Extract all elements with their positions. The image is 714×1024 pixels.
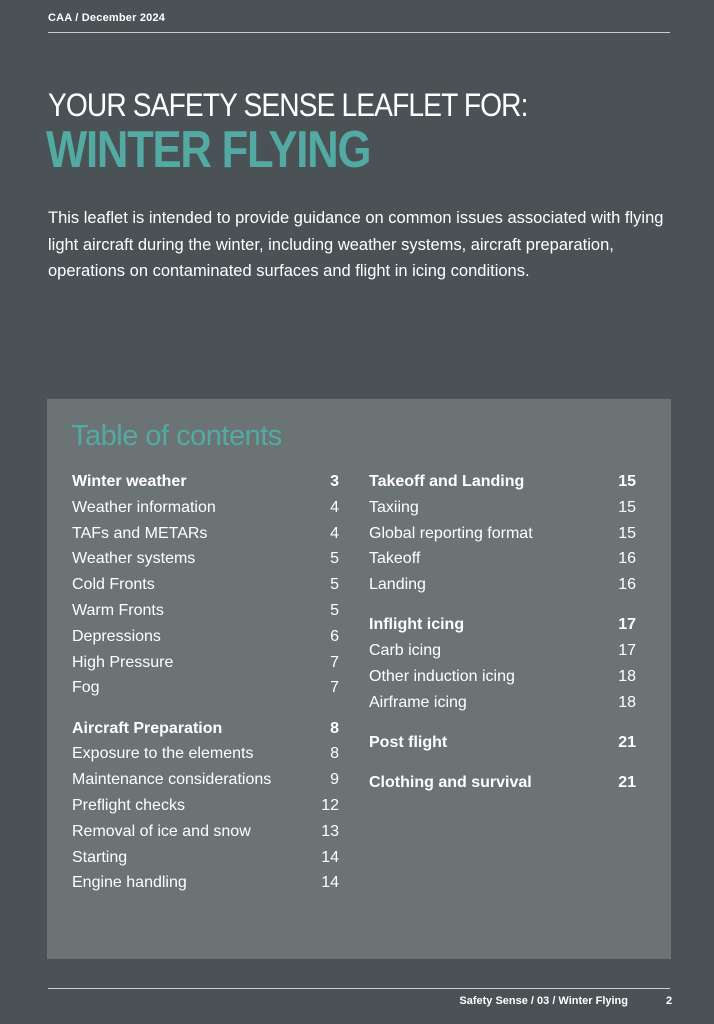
- table-of-contents-panel: [47, 399, 671, 959]
- toc-section-entry[interactable]: [369, 770, 636, 796]
- toc-entry[interactable]: [369, 690, 636, 716]
- toc-entry-label: Inflight icing: [369, 616, 465, 634]
- toc-entry-label: Preflight checks: [72, 797, 185, 815]
- toc-entry[interactable]: [72, 845, 339, 871]
- toc-entry[interactable]: [72, 870, 339, 896]
- toc-entry-page: 5: [330, 601, 339, 619]
- toc-entry[interactable]: [72, 572, 339, 598]
- toc-section-entry[interactable]: [72, 716, 339, 742]
- toc-entry-page: 14: [321, 874, 339, 892]
- toc-entry-label: Landing: [369, 576, 426, 594]
- header-divider: [48, 32, 670, 33]
- toc-entry-page: 15: [618, 473, 636, 490]
- toc-section-entry[interactable]: [369, 730, 636, 756]
- toc-entry-label: Starting: [72, 848, 128, 866]
- toc-entry[interactable]: [72, 495, 339, 521]
- toc-entry-label: Airframe icing: [369, 693, 467, 711]
- toc-entry-page: 21: [618, 734, 636, 752]
- toc-entry-page: 9: [330, 771, 339, 789]
- toc-entry-page: 17: [618, 616, 636, 634]
- toc-section-entry[interactable]: [369, 612, 636, 638]
- toc-entry[interactable]: [369, 546, 636, 572]
- toc-entry-page: 18: [618, 668, 636, 686]
- toc-entry-label: Carb icing: [369, 642, 442, 660]
- toc-section-entry[interactable]: [369, 469, 636, 495]
- toc-right-column: [369, 469, 636, 796]
- toc-entry-page: 5: [330, 550, 339, 568]
- toc-entry-label: Weather information: [72, 498, 216, 516]
- toc-entry-page: 21: [618, 774, 636, 792]
- toc-entry-label: Fog: [72, 679, 100, 697]
- toc-entry-page: 18: [618, 693, 636, 711]
- toc-entry[interactable]: [72, 546, 339, 572]
- title-line-2: WINTER FLYING: [46, 121, 371, 179]
- toc-entry-label: Global reporting format: [369, 524, 533, 542]
- toc-entry-label: Clothing and survival: [369, 774, 532, 792]
- toc-entry[interactable]: [369, 664, 636, 690]
- toc-entry-page: 5: [330, 576, 339, 594]
- toc-entry[interactable]: [72, 819, 339, 845]
- toc-entry[interactable]: [72, 598, 339, 624]
- toc-entry[interactable]: [369, 638, 636, 664]
- toc-entry-label: Maintenance considerations: [72, 771, 272, 789]
- toc-entry-label: Other induction icing: [369, 668, 515, 686]
- toc-entry-page: 16: [618, 550, 636, 568]
- toc-entry-page: 14: [321, 848, 339, 866]
- toc-entry-label: Takeoff and Landing: [369, 473, 525, 490]
- toc-entry[interactable]: [72, 521, 339, 547]
- toc-entry-label: Weather systems: [72, 550, 196, 568]
- toc-entry-label: Taxiing: [369, 498, 419, 516]
- toc-entry-page: 8: [330, 745, 339, 763]
- toc-entry-label: Exposure to the elements: [72, 745, 254, 763]
- toc-entry-page: 15: [618, 524, 636, 542]
- toc-entry[interactable]: [369, 521, 636, 547]
- toc-entry-page: 3: [330, 473, 339, 490]
- footer-text: Safety Sense / 03 / Winter Flying: [459, 995, 628, 1007]
- intro-paragraph: This leaflet is intended to provide guidance on common issues associated with flying light aircraft during the winter, including weather systems, aircraft preparation, operations on contaminated surfaces and flight in icing conditions.: [48, 209, 664, 280]
- toc-entry-page: 4: [330, 498, 339, 516]
- toc-entry-label: Aircraft Preparation: [72, 719, 223, 737]
- toc-entry[interactable]: [72, 741, 339, 767]
- toc-entry-page: 7: [330, 653, 339, 671]
- footer-divider: [48, 988, 670, 989]
- toc-entry-page: 6: [330, 627, 339, 645]
- toc-entry-page: 16: [618, 576, 636, 594]
- toc-left-column: [72, 469, 339, 896]
- toc-entry-label: High Pressure: [72, 653, 174, 671]
- toc-title: Table of contents: [71, 420, 282, 452]
- toc-entry-label: Removal of ice and snow: [72, 822, 251, 840]
- toc-entry[interactable]: [72, 793, 339, 819]
- toc-entry-label: TAFs and METARs: [72, 524, 208, 542]
- title-line-1: YOUR SAFETY SENSE LEAFLET FOR:: [48, 87, 528, 123]
- document-header: CAA / December 2024: [48, 12, 166, 24]
- toc-entry-page: 13: [321, 822, 339, 840]
- toc-entry-page: 17: [618, 642, 636, 660]
- toc-entry-page: 4: [330, 524, 339, 542]
- toc-entry-page: 8: [330, 719, 339, 737]
- toc-entry-label: Warm Fronts: [72, 601, 164, 619]
- toc-entry-label: Takeoff: [369, 550, 421, 568]
- page-number: 2: [666, 995, 673, 1007]
- toc-entry[interactable]: [369, 572, 636, 598]
- toc-section-entry[interactable]: [72, 469, 339, 495]
- toc-entry[interactable]: [72, 767, 339, 793]
- toc-entry-page: 15: [618, 498, 636, 516]
- toc-entry[interactable]: [72, 675, 339, 701]
- toc-entry-label: Depressions: [72, 627, 161, 645]
- toc-entry-label: Winter weather: [72, 473, 187, 490]
- toc-entry[interactable]: [369, 495, 636, 521]
- toc-entry-label: Cold Fronts: [72, 576, 155, 594]
- toc-entry[interactable]: [72, 624, 339, 650]
- toc-entry[interactable]: [72, 650, 339, 676]
- toc-entry-page: 7: [330, 679, 339, 697]
- toc-entry-label: Engine handling: [72, 874, 187, 892]
- toc-entry-page: 12: [321, 797, 339, 815]
- toc-entry-label: Post flight: [369, 734, 448, 752]
